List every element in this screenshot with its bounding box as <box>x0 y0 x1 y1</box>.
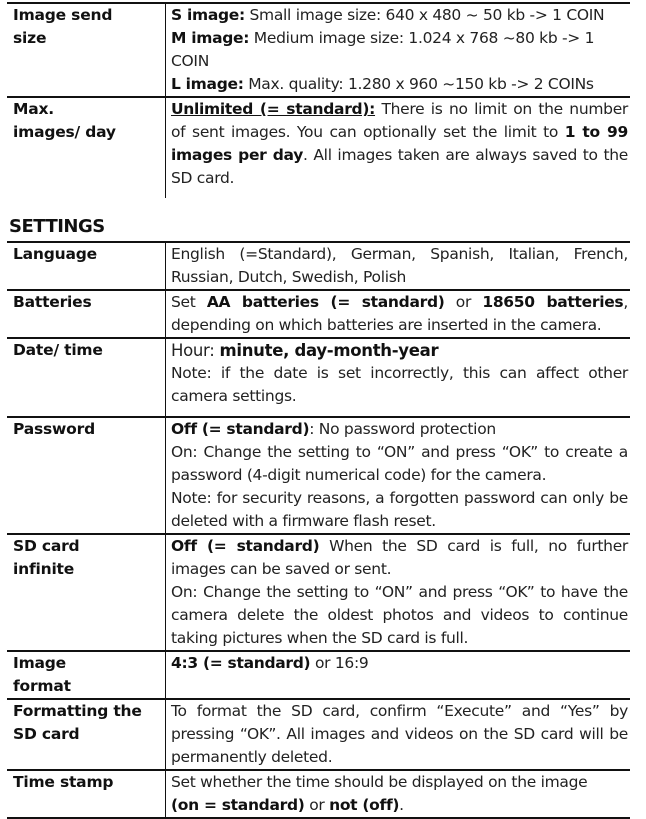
s-image-line <box>171 4 628 27</box>
row-label: Language <box>7 242 166 290</box>
date-format-line <box>171 339 628 362</box>
section-heading-settings: SETTINGS <box>9 216 105 237</box>
table-row-sd-card-infinite <box>7 534 630 651</box>
l-image-line <box>171 73 628 96</box>
18650-batteries-option: 18650 batteries <box>482 293 624 311</box>
password-note: Note: for security reasons, a forgotten password can only be deleted with a firmware flash reset. <box>171 489 628 530</box>
text: or 16:9 <box>310 654 369 672</box>
table-row-image-send-size <box>7 3 630 97</box>
settings-table <box>7 241 630 819</box>
m-image-label: M image: <box>171 29 250 47</box>
not-off: not (off) <box>329 796 400 814</box>
date-note: Note: if the date is set incorrectly, this can affect other camera settings. <box>171 364 628 405</box>
row-label: SD card infinite <box>7 534 166 651</box>
text: When the SD card is full, no further images can be saved or sent. <box>171 537 628 578</box>
s-image-text: Small image size: 640 x 480 ~ 50 kb -> 1 COIN <box>244 6 605 24</box>
off-standard-label: Off (= standard) <box>171 537 320 555</box>
off-standard-label: Off (= standard) <box>171 420 310 438</box>
row-value <box>166 97 631 198</box>
table-row-image-format <box>7 651 630 699</box>
sd-off-line <box>171 535 628 581</box>
image-settings-table <box>7 2 630 198</box>
row-value <box>166 338 631 417</box>
row-label: Image send size <box>7 3 166 97</box>
password-on-text: On: Change the setting to “ON” and press “OK” to create a password (4-digit numerical code) for the camera. <box>171 443 628 484</box>
row-label: Date/ time <box>7 338 166 417</box>
password-off-line <box>171 418 628 441</box>
max-images-text-2: . All images taken are always saved to the SD card. <box>171 146 628 187</box>
row-value <box>166 770 631 818</box>
l-image-label: L image: <box>171 75 244 93</box>
limit-range: 1 to 99 images per day <box>171 123 628 164</box>
table-row-batteries <box>7 290 630 338</box>
table-row-formatting <box>7 699 630 770</box>
table-row-password <box>7 417 630 534</box>
row-label: Batteries <box>7 290 166 338</box>
row-value <box>166 3 631 97</box>
table-row-time-stamp <box>7 770 630 818</box>
unlimited-standard-label: Unlimited (= standard): <box>171 100 376 118</box>
row-value: To format the SD card, confirm “Execute” and “Yes” by pressing “OK”. All images and videos on the SD card will be permanently deleted. <box>171 702 628 766</box>
sd-on-text: On: Change the setting to “ON” and press “OK” to have the camera delete the oldest photos and videos to continue taking pictures when the SD card is full. <box>171 583 628 647</box>
row-value: English (=Standard), German, Spanish, Italian, French, Russian, Dutch, Swedish, Polish <box>171 245 628 286</box>
m-image-text: Medium image size: 1.024 x 768 ~80 kb -> 1 COIN <box>171 29 595 70</box>
row-value <box>166 417 631 534</box>
l-image-text: Max. quality: 1.280 x 960 ~150 kb -> 2 COINs <box>243 75 594 93</box>
on-standard: (on = standard) <box>171 796 305 814</box>
text: . <box>399 796 404 814</box>
row-label: Password <box>7 417 166 534</box>
table-row-language <box>7 242 630 290</box>
row-value <box>166 651 631 699</box>
aa-batteries-option: AA batteries (= standard) <box>206 293 445 311</box>
text: or <box>304 796 330 814</box>
text: , depending on which batteries are inserted in the camera. <box>171 293 629 334</box>
max-images-text: There is no limit on the number of sent images. You can optionally set the limit to <box>171 100 629 141</box>
timestamp-text: Set whether the time should be displayed on the image <box>171 773 588 791</box>
row-value <box>166 534 631 651</box>
row-label: Formatting the SD card <box>7 699 166 770</box>
timestamp-options <box>171 794 628 817</box>
text: or <box>444 293 483 311</box>
hour-label: Hour: <box>171 341 220 360</box>
text: : No password protection <box>309 420 496 438</box>
aspect-standard: 4:3 (= standard) <box>171 654 311 672</box>
m-image-line <box>171 27 628 73</box>
row-label: Time stamp <box>7 770 166 818</box>
row-label: Max. images/ day <box>7 97 166 198</box>
text: Set <box>171 293 207 311</box>
row-value <box>166 290 631 338</box>
date-format: minute, day-month-year <box>219 341 439 360</box>
table-row-date-time <box>7 338 630 417</box>
s-image-label: S image: <box>171 6 245 24</box>
row-label: Image format <box>7 651 166 699</box>
table-row-max-images <box>7 97 630 198</box>
